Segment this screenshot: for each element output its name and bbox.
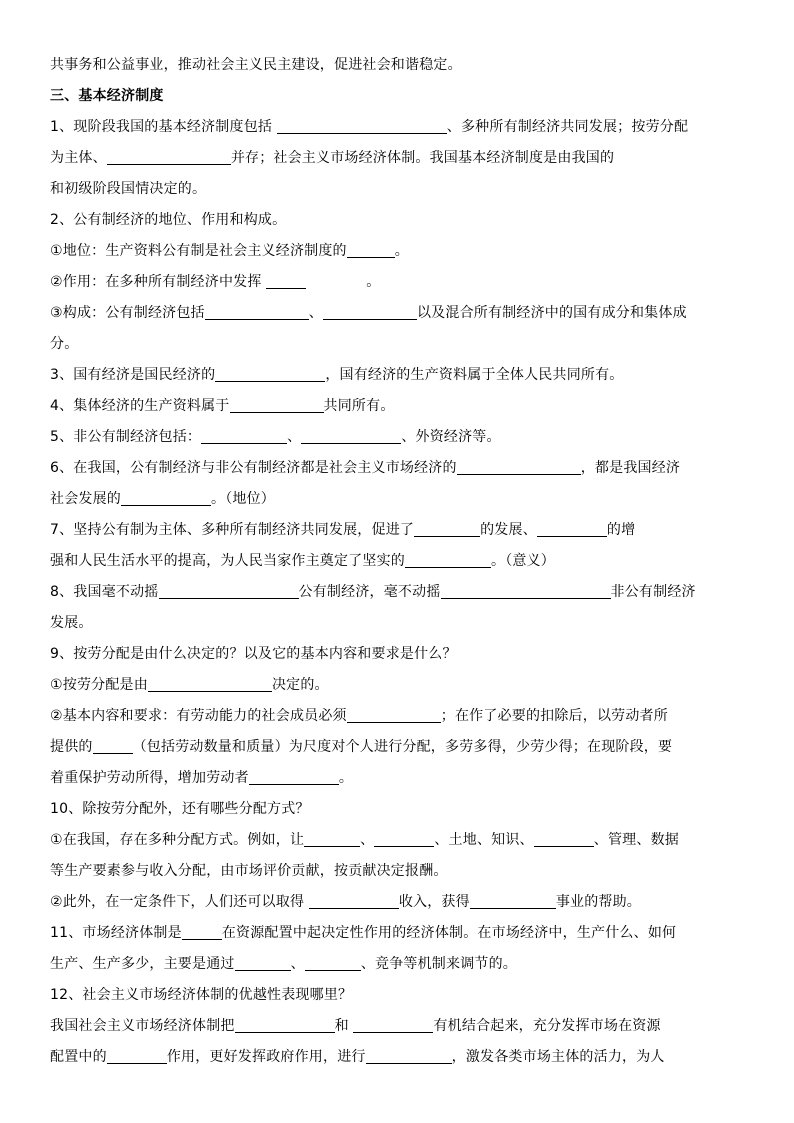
text-line — [50, 763, 748, 794]
text-line — [50, 174, 748, 205]
line-text: 、 — [290, 956, 305, 972]
line-text: 决定的。 — [271, 677, 329, 693]
question-11-line — [50, 918, 748, 949]
line-text: 在资源配置中起决定性作用的经济体制。在市场经济中，生产什么、如何 — [221, 925, 677, 941]
question-9-line — [50, 639, 748, 670]
line-text: 、 — [308, 305, 323, 321]
question-5-line — [50, 422, 748, 453]
fill-blank[interactable] — [347, 705, 441, 723]
line-text: 公有制经济，毫不动摇 — [298, 584, 441, 600]
fill-blank[interactable] — [93, 736, 133, 754]
line-text: 着重保护劳动所得，增加劳动者 — [50, 770, 249, 786]
line-text: 、管理、数据 — [593, 832, 679, 848]
line-text: 。 — [366, 274, 381, 290]
section-heading — [50, 81, 748, 112]
line-text: 共同所有。 — [323, 398, 395, 414]
text-line — [50, 546, 748, 577]
fill-blank[interactable] — [205, 302, 309, 320]
fill-blank[interactable] — [230, 395, 324, 413]
line-text: 强和人民生活水平的提高，为人民当家作主奠定了坚实的 — [50, 553, 405, 569]
line-text: ③构成：公有制经济包括 — [50, 305, 205, 321]
fill-blank[interactable] — [374, 829, 434, 847]
fill-blank[interactable] — [249, 767, 339, 785]
line-text: 5、非公有制经济包括： — [50, 429, 202, 445]
line-text: ①在我国，存在多种分配方式。例如，让 — [50, 832, 305, 848]
line-text: ，国有经济的生产资料属于全体人民共同所有。 — [325, 367, 624, 383]
fill-blank[interactable] — [414, 519, 480, 537]
fill-blank[interactable] — [309, 891, 399, 909]
text-line — [50, 608, 748, 639]
line-text: 配置中的 — [50, 1049, 107, 1065]
fill-blank[interactable] — [534, 829, 594, 847]
section-title: 三、基本经济制度 — [50, 88, 164, 104]
text-line — [50, 298, 748, 329]
line-text: ，激发各类市场主体的活力，为人 — [451, 1049, 665, 1065]
fill-blank[interactable] — [470, 891, 556, 909]
line-text: 等生产要素参与收入分配，由市场评价贡献，按贡献决定报酬。 — [50, 863, 448, 879]
fill-blank[interactable] — [366, 1046, 452, 1064]
text-line — [50, 732, 748, 763]
fill-blank[interactable] — [235, 1015, 335, 1033]
line-text: 。（意义） — [491, 553, 555, 569]
fill-blank[interactable] — [182, 922, 222, 940]
line-text: ②基本内容和要求：有劳动能力的社会成员必须 — [50, 708, 347, 724]
line-text: 12、社会主义市场经济体制的优越性表现哪里？ — [50, 987, 353, 1003]
question-6-line — [50, 453, 748, 484]
line-text: 。 — [338, 770, 354, 786]
line-text: 7、坚持公有制为主体、多种所有制经济共同发展，促进了 — [50, 522, 415, 538]
fill-blank[interactable] — [301, 426, 401, 444]
fill-blank[interactable] — [347, 240, 395, 258]
fill-blank[interactable] — [215, 364, 325, 382]
line-text: 我国社会主义市场经济体制把 — [50, 1018, 235, 1034]
fill-blank[interactable] — [305, 953, 361, 971]
line-text: 发展。 — [50, 615, 93, 631]
fill-blank[interactable] — [159, 581, 299, 599]
fill-blank[interactable] — [121, 488, 211, 506]
line-text: ②作用：在多种所有制经济中发挥 — [50, 274, 267, 290]
line-text: 以及混合所有制经济中的国有成分和集体成 — [416, 305, 687, 321]
question-7-line — [50, 515, 748, 546]
fill-blank[interactable] — [405, 550, 491, 568]
question-2-line — [50, 205, 748, 236]
line-text: 3、国有经济是国民经济的 — [50, 367, 216, 383]
line-text: 收入，获得 — [398, 894, 470, 910]
fill-blank[interactable] — [266, 271, 306, 289]
text-line — [50, 484, 748, 515]
line-text: 2、公有制经济的地位、作用和构成。 — [50, 212, 287, 228]
text-line — [50, 143, 748, 174]
text-line — [50, 329, 748, 360]
line-text: 、 — [360, 832, 375, 848]
line-text: 、土地、知识、 — [434, 832, 534, 848]
line-text: 4、集体经济的生产资料属于 — [50, 398, 230, 414]
fill-blank[interactable] — [457, 457, 581, 475]
line-text: 、多种所有制经济共同发展；按劳分配 — [446, 119, 689, 135]
fill-blank[interactable] — [304, 829, 360, 847]
line-text: 有机结合起来，充分发挥市场在资源 — [433, 1018, 661, 1034]
line-text: 、外资经济等。 — [401, 429, 501, 445]
line-text: 的发展、 — [480, 522, 537, 538]
line-text: 生产、生产多少，主要是通过 — [50, 956, 235, 972]
question-12-line — [50, 980, 748, 1011]
line-text: 1、现阶段我国的基本经济制度包括 — [50, 119, 277, 135]
line-text: 提供的 — [50, 739, 93, 755]
line-text: ；在作了必要的扣除后，以劳动者所 — [440, 708, 668, 724]
line-text: 作用，更好发挥政府作用，进行 — [166, 1049, 366, 1065]
line-text: （包括劳动数量和质量）为尺度对个人进行分配，多劳多得，少劳少得；在现阶段，要 — [132, 739, 673, 755]
text-line — [50, 887, 748, 918]
text-line — [50, 949, 748, 980]
line-text: 共事务和公益事业，推动社会主义民主建设，促进社会和谐稳定。 — [50, 57, 462, 73]
fill-blank[interactable] — [148, 674, 272, 692]
line-text: 。（地位） — [211, 491, 275, 507]
fill-blank[interactable] — [277, 116, 447, 134]
fill-blank[interactable] — [235, 953, 291, 971]
line-text: 事业的帮助。 — [555, 894, 642, 910]
fill-blank[interactable] — [353, 1015, 433, 1033]
text-line — [50, 670, 748, 701]
line-text: ，都是我国经济 — [580, 460, 681, 476]
line-text: 社会发展的 — [50, 491, 121, 507]
line-text: 11、市场经济体制是 — [50, 925, 182, 941]
fill-blank[interactable] — [441, 581, 611, 599]
question-3-line — [50, 360, 748, 391]
question-10-line — [50, 794, 748, 825]
line-text: 的增 — [606, 522, 636, 538]
line-text: ②此外，在一定条件下，人们还可以取得 — [50, 894, 309, 910]
line-text: 6、在我国，公有制经济与非公有制经济都是社会主义市场经济的 — [50, 460, 457, 476]
fill-blank[interactable] — [537, 519, 607, 537]
question-8-line — [50, 577, 748, 608]
text-line — [50, 50, 748, 81]
line-text: 分。 — [50, 336, 79, 352]
text-line — [50, 1011, 748, 1042]
line-text: ①地位：生产资料公有制是社会主义经济制度的 — [50, 243, 347, 259]
text-line — [50, 1042, 748, 1073]
question-4-line — [50, 391, 748, 422]
question-1-line — [50, 112, 748, 143]
fill-blank[interactable] — [107, 1046, 167, 1064]
text-line — [50, 267, 748, 298]
fill-blank[interactable] — [323, 302, 417, 320]
line-text: ①按劳分配是由 — [50, 677, 148, 693]
line-text: 和初级阶段国情决定的。 — [50, 181, 207, 197]
line-text: 、竞争等机制来调节的。 — [360, 956, 518, 972]
line-text: 为主体、 — [50, 150, 107, 166]
line-text: 9、按劳分配是由什么决定的？以及它的基本内容和要求是什么？ — [50, 646, 457, 662]
text-line — [50, 701, 748, 732]
line-text: 、 — [287, 429, 302, 445]
line-text: 8、我国毫不动摇 — [50, 584, 159, 600]
text-line — [50, 856, 748, 887]
line-text: 。 — [394, 243, 409, 259]
line-text: 和 — [334, 1018, 354, 1034]
line-text: 并存；社会主义市场经济体制。我国基本经济制度是由我国的 — [230, 150, 615, 166]
text-line — [50, 825, 748, 856]
line-text: 非公有制经济 — [610, 584, 696, 600]
fill-blank[interactable] — [201, 426, 287, 444]
fill-blank[interactable] — [107, 147, 231, 165]
line-text: 10、除按劳分配外，还有哪些分配方式？ — [50, 801, 310, 817]
text-line — [50, 236, 748, 267]
